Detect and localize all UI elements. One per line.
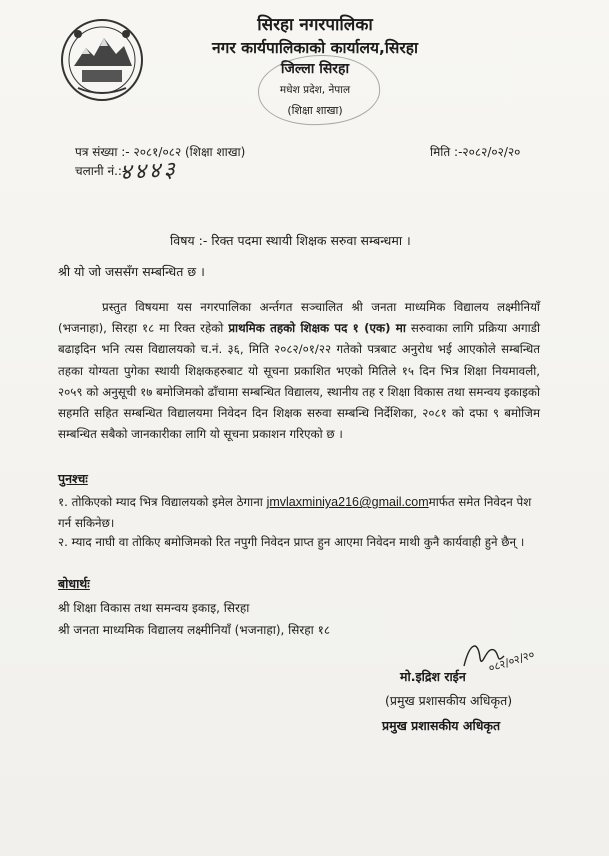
dispatch-number-handwritten: ४४४३ xyxy=(119,157,179,186)
salutation: श्री यो जो जससँग सम्बन्धित छ । xyxy=(58,264,205,279)
cc-recipient-1: श्री शिक्षा विकास तथा समन्वय इकाइ, सिरहा xyxy=(58,601,250,615)
dispatch-number-label: चलानी नं.:- xyxy=(75,164,127,178)
subject-line: विषय :- रिक्त पदमा स्थायी शिक्षक सरुवा सम्बन्धमा । xyxy=(170,233,411,248)
district-name: जिल्ला सिरहा xyxy=(280,61,350,77)
officer-title: (प्रमुख प्रशासकीय अधिकृत) xyxy=(385,693,513,708)
postscript-item-1 xyxy=(58,492,536,534)
postscript-item-2: २. म्याद नाघी वा तोकिए बमोजिमको रित नपुगी निवेदन प्राप्त हुन आएमा निवेदन माथी कुनै कार्यवाही हुने छैन् । xyxy=(58,535,525,549)
postscript-item-1-text: १. तोकिएको म्याद भित्र विद्यालयको इमेल ठेगाना xyxy=(58,495,267,509)
office-name: नगर कार्यपालिकाको कार्यालय,सिरहा xyxy=(212,39,418,57)
body-text-2: सरुवाका लागि प्रक्रिया अगाडी बढाइदिन भनि त्यस विद्यालयको च.नं. ३६, मिति २०८२/०१/२२ गतेको पत्रबाट अनुरोध भई आएकोले सम्बन्धित तहका योग्यता पुगेका स्थायी शिक्षकहरुबाट यो सूचना प्रकाशित भएको मितिले १५ दिन भित्र शिक्षा नियमावली, २०५९ को अनुसूची १७ बमोजिमको ढाँचामा सम्बन्धित विद्यालय, स्थानीय तह र शिक्षा विकास तथा समन्वय इकाइको सहमति सहित सम्बन्धित विद्यालयमा निवेदन दिन शिक्षक सरुवा सम्बन्धि निर्देशिका, २०८१ को दफा ९ बमोजिम सम्बन्धित सबैको जानकारीका लागि यो सूचना प्रकाशन गरिएको छ । xyxy=(58,321,541,442)
handwritten-signature xyxy=(460,632,550,678)
letter-number: पत्र संख्या :- २०८१/०८२ (शिक्षा शाखा) xyxy=(75,145,246,159)
officer-title-stamp: प्रमुख प्रशासकीय अधिकृत xyxy=(382,718,501,733)
letter-date: मिति :-२०८२/०२/२० xyxy=(430,145,521,159)
municipality-name: सिरहा नगरपालिका xyxy=(257,15,373,35)
body-text-1: प्रस्तुत विषयमा यस नगरपालिका अर्न्तगत सञ्चालित श्री जनता माध्यमिक विद्यालय लक्ष्मीनियाँ (भजनाहा), सिरहा १८ मा रिक्त रहेको xyxy=(58,300,540,336)
cc-recipient-2: श्री जनता माध्यमिक विद्यालय लक्ष्मीनियाँ (भजनाहा), सिरहा १८ xyxy=(58,623,331,637)
officer-name: मो.इद्रिश राईन xyxy=(400,669,466,684)
body-paragraph xyxy=(58,297,540,445)
section-name: (शिक्षा शाखा) xyxy=(287,104,343,117)
svg-text:०८२/०२/२०: ०८२/०२/२० xyxy=(486,647,537,675)
postscript-item-1-tail: मार्फत समेत निवेदन पेश गर्न सकिनेछ। xyxy=(58,495,532,530)
government-emblem-icon xyxy=(58,14,146,106)
province-name: मधेश प्रदेश, नेपाल xyxy=(279,84,351,96)
school-email-link[interactable]: jmvlaxminiya216@gmail.com xyxy=(266,495,429,509)
body-text-highlight: प्राथमिक तहको शिक्षक पद १ (एक) मा xyxy=(228,321,406,336)
postscript-heading: पुनश्चः xyxy=(58,471,88,486)
cc-heading: बोधार्थः xyxy=(58,576,90,591)
